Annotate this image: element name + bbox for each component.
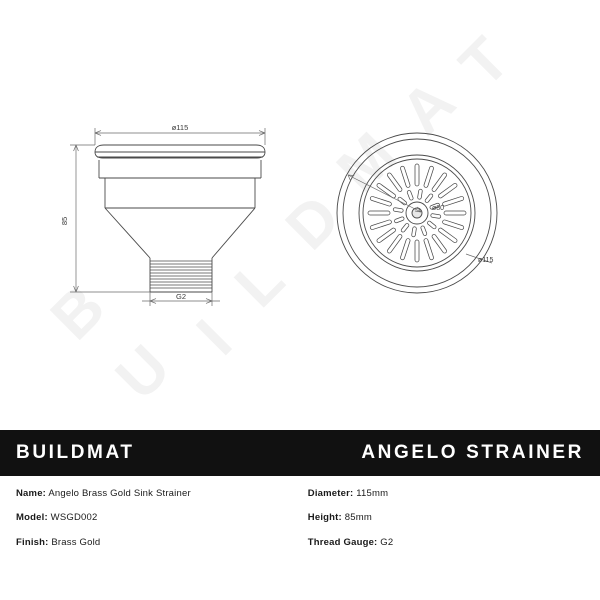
top-view-geometry [337, 133, 497, 293]
spec-row-model [16, 512, 308, 523]
watermark-letter: T [447, 20, 527, 101]
watermark-letter: L [222, 240, 302, 321]
spec-value: 115mm [356, 488, 389, 499]
spec-key: Thread Gauge: [307, 536, 378, 548]
spec-column-left [16, 488, 308, 600]
spec-value: Brass Gold [51, 536, 101, 548]
spec-key: Model: [16, 512, 48, 524]
product-name: ANGELO STRAINER [361, 442, 584, 463]
spec-key: Height: [307, 512, 342, 524]
dim-label-outer-diameter: ø115 [478, 257, 494, 264]
brand-name: BUILDMAT [16, 442, 135, 463]
dim-label-inner-diameter: ø80 [432, 205, 445, 212]
spec-column-right [308, 488, 584, 600]
side-view-geometry [95, 145, 265, 292]
spec-table [0, 476, 600, 600]
spec-row-diameter [308, 488, 584, 499]
watermark-letter: M [324, 115, 414, 206]
spec-key: Name: [16, 488, 47, 499]
spec-value: Angelo Brass Gold Sink Strainer [48, 488, 191, 499]
watermark-letter: U [103, 328, 188, 413]
dim-label-diameter-side: ø115 [171, 123, 189, 132]
spec-value: 85mm [344, 512, 372, 524]
watermark-letter: D [273, 178, 358, 263]
watermark-letter: A [388, 63, 473, 148]
spec-row-name [16, 488, 308, 499]
spec-value: WSGD002 [50, 512, 98, 524]
dim-label-thread: G2 [175, 292, 187, 301]
dim-label-height: 85 [60, 216, 69, 226]
watermark-letter: I [184, 302, 250, 369]
watermark-letter: B [38, 268, 123, 353]
spec-key: Diameter: [307, 488, 354, 499]
spec-value: G2 [380, 536, 394, 548]
title-band [0, 430, 600, 476]
spec-row-finish [16, 537, 308, 548]
spec-row-thread-gauge [308, 537, 584, 548]
spec-key: Finish: [16, 536, 49, 548]
spec-row-height [308, 512, 584, 523]
